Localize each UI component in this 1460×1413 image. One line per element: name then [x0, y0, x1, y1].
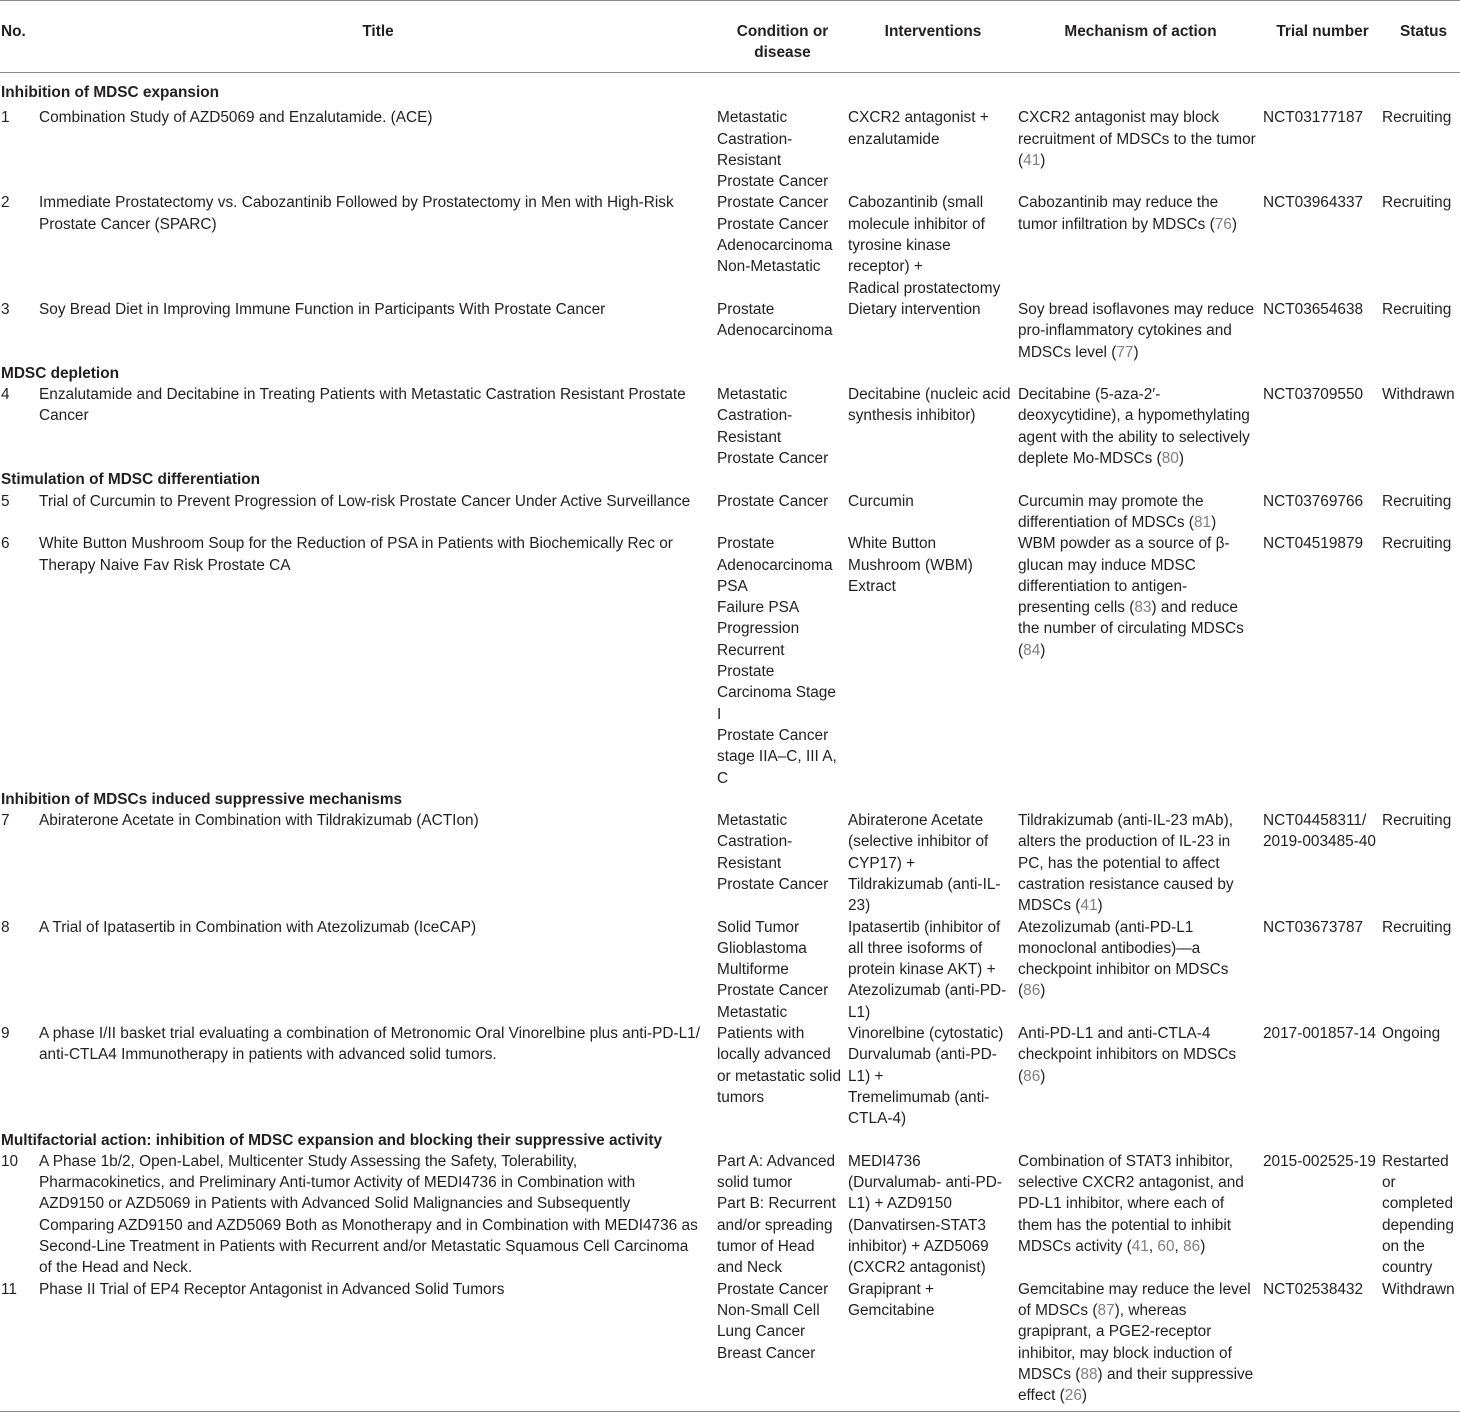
- cell-trial-number: NCT03673787: [1263, 918, 1364, 936]
- section-heading: Stimulation of MDSC differentiation: [1, 471, 261, 489]
- cell-condition: Metastatic Castration-Resistant Prostate Cancer: [717, 386, 829, 468]
- cell-mechanism: [1018, 491, 1263, 534]
- cell-no: 11: [1, 1280, 17, 1298]
- reference-link[interactable]: 83: [1134, 599, 1152, 617]
- reference-link[interactable]: 41: [1023, 151, 1041, 169]
- mechanism-text: Anti-PD-L1 and anti-CTLA-4 checkpoint inhibitors on MDSCs (: [1018, 1025, 1237, 1085]
- cell-interventions: Cabozantinib (small molecule inhibitor of tyrosine kinase receptor) + Radical prostatectomy: [848, 194, 1001, 297]
- mechanism-text: ): [1040, 1067, 1046, 1085]
- cell-status: Recruiting: [1382, 535, 1452, 553]
- cell-trial-number: NCT03964337: [1263, 194, 1364, 212]
- section-heading: Inhibition of MDSC expansion: [1, 84, 220, 101]
- cell-interventions: Vinorelbine (cytostatic) Durvalumab (anti-PD-L1) + Tremelimumab (anti-CTLA-4): [848, 1025, 1004, 1128]
- cell-mechanism: [1018, 1279, 1263, 1407]
- cell-interventions: CXCR2 antagonist + enzalutamide: [848, 109, 989, 148]
- section-heading-row: [0, 1130, 1460, 1151]
- cell-no: 4: [1, 386, 10, 404]
- cell-trial-number: NCT03769766: [1263, 492, 1364, 510]
- cell-trial-number: NCT03709550: [1263, 386, 1364, 404]
- cell-status: Recruiting: [1382, 492, 1452, 510]
- mechanism-text: ): [1081, 1387, 1088, 1405]
- mechanism-text: CXCR2 antagonist may block recruitment of MDSCs to the tumor (: [1018, 109, 1256, 169]
- cell-no: 2: [1, 194, 10, 212]
- mechanism-text: Atezolizumab (anti-PD-L1 monoclonal antibodies)—a checkpoint inhibitor on MDSCs (: [1018, 918, 1229, 1000]
- cell-trial-number: NCT03177187: [1263, 109, 1364, 127]
- cell-no: 3: [1, 300, 10, 318]
- table-row: [0, 384, 1460, 469]
- table-row: [0, 299, 1460, 363]
- cell-title: Enzalutamide and Decitabine in Treating Patients with Metastatic Castration Resistant Prostate Cancer: [39, 386, 686, 425]
- cell-status: Ongoing: [1382, 1025, 1441, 1043]
- table-row: [0, 533, 1460, 789]
- table-body: [0, 73, 1460, 1407]
- cell-trial-number: 2015-002525-19: [1263, 1152, 1376, 1170]
- mechanism-text: ): [1040, 151, 1046, 169]
- header-no: No.: [0, 1, 39, 73]
- table-row: [0, 192, 1460, 298]
- cell-interventions: Ipatasertib (inhibitor of all three isoforms of protein kinase AKT) + Atezolizumab (anti-PD-L1): [848, 918, 1007, 1021]
- header-title: Title: [39, 1, 717, 73]
- reference-link[interactable]: 41: [1131, 1238, 1149, 1256]
- cell-status: Recruiting: [1382, 194, 1452, 212]
- cell-mechanism: [1018, 533, 1263, 789]
- mechanism-text: Curcumin may promote the differentiation of MDSCs (: [1018, 492, 1204, 531]
- cell-mechanism: [1018, 192, 1263, 298]
- cell-condition: Metastatic Castration-Resistant Prostate Cancer: [717, 812, 829, 893]
- cell-title: A Phase 1b/2, Open-Label, Multicenter Study Assessing the Safety, Tolerability, Pharmacokinetics, and Preliminary Anti-tumor Activity of MEDI4736 in Combination with AZD9150 or AZD5069 in Patients with Advanced Solid Malignancies and Subsequently Comparing AZD9150 and AZD5069 Both as Monotherapy and in Combination with MEDI4736 as Second-Line Treatment in Patients with Recurrent and/or Metastatic Squamous Cell Carcinoma of the Head and Neck.: [39, 1152, 698, 1277]
- reference-link[interactable]: 80: [1161, 450, 1179, 468]
- section-heading-row: [0, 469, 1460, 490]
- table-row: [0, 491, 1460, 534]
- header-condition: Condition or disease: [717, 1, 848, 73]
- reference-link[interactable]: 81: [1193, 513, 1212, 531]
- cell-no: 8: [1, 918, 10, 936]
- cell-trial-number: NCT02538432: [1263, 1280, 1364, 1298]
- cell-trial-number: NCT04519879: [1263, 535, 1364, 553]
- cell-title: Abiraterone Acetate in Combination with Tildrakizumab (ACTIon): [39, 812, 479, 830]
- mechanism-text: ), whereas grapiprant, a PGE2-receptor inhibitor, may block induction of MDSCs (: [1018, 1301, 1232, 1383]
- cell-condition: Part A: Advanced solid tumor Part B: Recurrent and/or spreading tumor of Head and Neck: [717, 1152, 836, 1277]
- cell-no: 10: [1, 1152, 19, 1170]
- header-mechanism: Mechanism of action: [1018, 1, 1263, 73]
- mechanism-text: ): [1231, 215, 1237, 233]
- cell-condition: Prostate Adenocarcinoma: [717, 300, 833, 340]
- cell-title: Combination Study of AZD5069 and Enzalutamide. (ACE): [39, 109, 433, 127]
- header-interventions: Interventions: [848, 1, 1018, 73]
- cell-condition: Prostate Cancer: [717, 492, 829, 510]
- cell-status: Recruiting: [1382, 918, 1452, 936]
- cell-interventions: MEDI4736 (Durvalumab- anti-PD-L1) + AZD9150 (Danvatirsen-STAT3 inhibitor) + AZD5069 (CXCR2 antagonist): [848, 1152, 1002, 1277]
- section-heading: Multifactorial action: inhibition of MDSC expansion and blocking their suppressive activity: [1, 1131, 663, 1149]
- mechanism-text: WBM powder as a source of β-glucan may induce MDSC differentiation to antigen-presenting cells (: [1018, 535, 1230, 617]
- cell-condition: Solid Tumor Glioblastoma Multiforme Prostate Cancer Metastatic: [717, 918, 829, 1021]
- section-heading-row: [0, 789, 1460, 810]
- section-heading: MDSC depletion: [1, 364, 119, 382]
- reference-link[interactable]: 77: [1116, 343, 1134, 361]
- cell-status: Recruiting: [1382, 109, 1452, 127]
- header-trial-number: Trial number: [1263, 1, 1382, 73]
- cell-title: Soy Bread Diet in Improving Immune Function in Participants With Prostate Cancer: [39, 300, 606, 318]
- cell-no: 1: [1, 109, 10, 127]
- mechanism-text: ): [1200, 1238, 1206, 1256]
- cell-interventions: Abiraterone Acetate (selective inhibitor of CYP17) + Tildrakizumab (anti-IL-23): [848, 812, 1001, 915]
- reference-link[interactable]: 86: [1023, 1067, 1041, 1085]
- table-row: [0, 810, 1460, 916]
- cell-interventions: Grapiprant + Gemcitabine: [848, 1280, 935, 1319]
- bottom-rule: [0, 1411, 1460, 1412]
- cell-status: Withdrawn: [1382, 386, 1455, 404]
- reference-link[interactable]: 60: [1157, 1238, 1175, 1256]
- cell-condition: Prostate Adenocarcinoma PSA Failure PSA Progression Recurrent Prostate Carcinoma Stage I Prostate Cancer stage IIA–C, III A, C: [717, 535, 837, 787]
- section-heading-row: [0, 363, 1460, 384]
- cell-status: Recruiting: [1382, 300, 1452, 318]
- mechanism-text: ): [1133, 343, 1139, 361]
- mechanism-text: ): [1040, 982, 1046, 1000]
- mechanism-text: ): [1211, 513, 1217, 531]
- mechanism-text: Tildrakizumab (anti-IL-23 mAb), alters the production of IL-23 in PC, has the potential to affect castration resistance caused by MDSCs (: [1018, 812, 1234, 915]
- cell-mechanism: [1018, 1151, 1263, 1279]
- cell-condition: Prostate Cancer Non-Small Cell Lung Cancer Breast Cancer: [717, 1280, 829, 1362]
- reference-link[interactable]: 84: [1023, 641, 1041, 659]
- reference-link[interactable]: 86: [1183, 1238, 1201, 1256]
- reference-link[interactable]: 76: [1214, 215, 1232, 233]
- cell-mechanism: [1018, 1023, 1263, 1129]
- mechanism-text: ) and their suppressive effect (: [1018, 1365, 1254, 1405]
- table-row: [0, 107, 1460, 192]
- cell-mechanism: [1018, 810, 1263, 916]
- cell-no: 9: [1, 1025, 10, 1043]
- table-row: [0, 917, 1460, 1023]
- mechanism-text: Soy bread isoflavones may reduce pro-inflammatory cytokines and MDSCs level (: [1018, 300, 1255, 361]
- mechanism-text: ,: [1148, 1238, 1158, 1256]
- mechanism-text: ) and reduce the number of circulating MDSCs (: [1018, 599, 1244, 659]
- cell-title: Trial of Curcumin to Prevent Progression of Low-risk Prostate Cancer Under Active Surveillance: [39, 492, 691, 510]
- table-row: [0, 1151, 1460, 1279]
- cell-no: 7: [1, 812, 10, 830]
- mechanism-text: ,: [1174, 1238, 1184, 1256]
- cell-title: Immediate Prostatectomy vs. Cabozantinib Followed by Prostatectomy in Men with High-Risk Prostate Cancer (SPARC): [39, 194, 674, 233]
- cell-mechanism: [1018, 384, 1263, 469]
- cell-title: White Button Mushroom Soup for the Reduction of PSA in Patients with Biochemically Rec or Therapy Naive Fav Risk Prostate CA: [39, 535, 673, 574]
- reference-link[interactable]: 88: [1080, 1365, 1098, 1383]
- mechanism-text: Cabozantinib may reduce the tumor infiltration by MDSCs (: [1018, 194, 1219, 233]
- cell-mechanism: [1018, 917, 1263, 1023]
- cell-interventions: Dietary intervention: [848, 300, 981, 318]
- cell-no: 5: [1, 492, 10, 510]
- cell-condition: Patients with locally advanced or metastatic solid tumors: [717, 1025, 842, 1106]
- cell-trial-number: NCT04458311/ 2019-003485-40: [1263, 812, 1376, 851]
- cell-trial-number: NCT03654638: [1263, 300, 1364, 318]
- table-row: [0, 1023, 1460, 1129]
- mechanism-text: Gemcitabine may reduce the level of MDSCs (: [1018, 1280, 1251, 1319]
- mechanism-text: ): [1097, 897, 1103, 915]
- cell-trial-number: 2017-001857-14: [1263, 1025, 1376, 1043]
- cell-mechanism: [1018, 299, 1263, 363]
- section-heading: Inhibition of MDSCs induced suppressive mechanisms: [1, 790, 403, 808]
- reference-link[interactable]: 86: [1023, 982, 1041, 1000]
- mechanism-text: ): [1178, 450, 1184, 468]
- cell-no: 6: [1, 535, 10, 553]
- section-heading-row: [0, 73, 1460, 108]
- cell-condition: Prostate Cancer Prostate Cancer Adenocarcinoma Non-Metastatic: [717, 194, 833, 276]
- table-row: [0, 1279, 1460, 1407]
- cell-status: Restarted or completed depending on the country: [1382, 1152, 1454, 1277]
- mechanism-text: Decitabine (5-aza-2′-deoxycytidine), a hypomethylating agent with the ability to selectively deplete Mo-MDSCs (: [1018, 386, 1250, 468]
- reference-link[interactable]: 87: [1097, 1301, 1115, 1319]
- cell-interventions: Curcumin: [848, 492, 914, 510]
- reference-link[interactable]: 26: [1064, 1387, 1082, 1405]
- reference-link[interactable]: 41: [1080, 897, 1098, 915]
- cell-status: Withdrawn: [1382, 1280, 1455, 1298]
- mechanism-text: ): [1040, 641, 1046, 659]
- cell-mechanism: [1018, 107, 1263, 192]
- cell-condition: Metastatic Castration-Resistant Prostate Cancer: [717, 109, 829, 191]
- mechanism-text: Combination of STAT3 inhibitor, selective CXCR2 antagonist, and PD-L1 inhibitor, where each of them has the potential to inhibit MDSCs activity (: [1018, 1152, 1244, 1256]
- cell-status: Recruiting: [1382, 812, 1452, 830]
- cell-interventions: White Button Mushroom (WBM) Extract: [848, 535, 973, 595]
- cell-interventions: Decitabine (nucleic acid synthesis inhibitor): [848, 386, 1011, 425]
- header-row: [0, 1, 1460, 73]
- cell-title: Phase II Trial of EP4 Receptor Antagonist in Advanced Solid Tumors: [39, 1280, 505, 1298]
- header-status: Status: [1382, 1, 1460, 73]
- cell-title: A phase I/II basket trial evaluating a combination of Metronomic Oral Vinorelbine plus anti-PD-L1/ anti-CTLA4 Immunotherapy in patients with advanced solid tumors.: [39, 1025, 701, 1064]
- cell-title: A Trial of Ipatasertib in Combination with Atezolizumab (IceCAP): [39, 918, 477, 936]
